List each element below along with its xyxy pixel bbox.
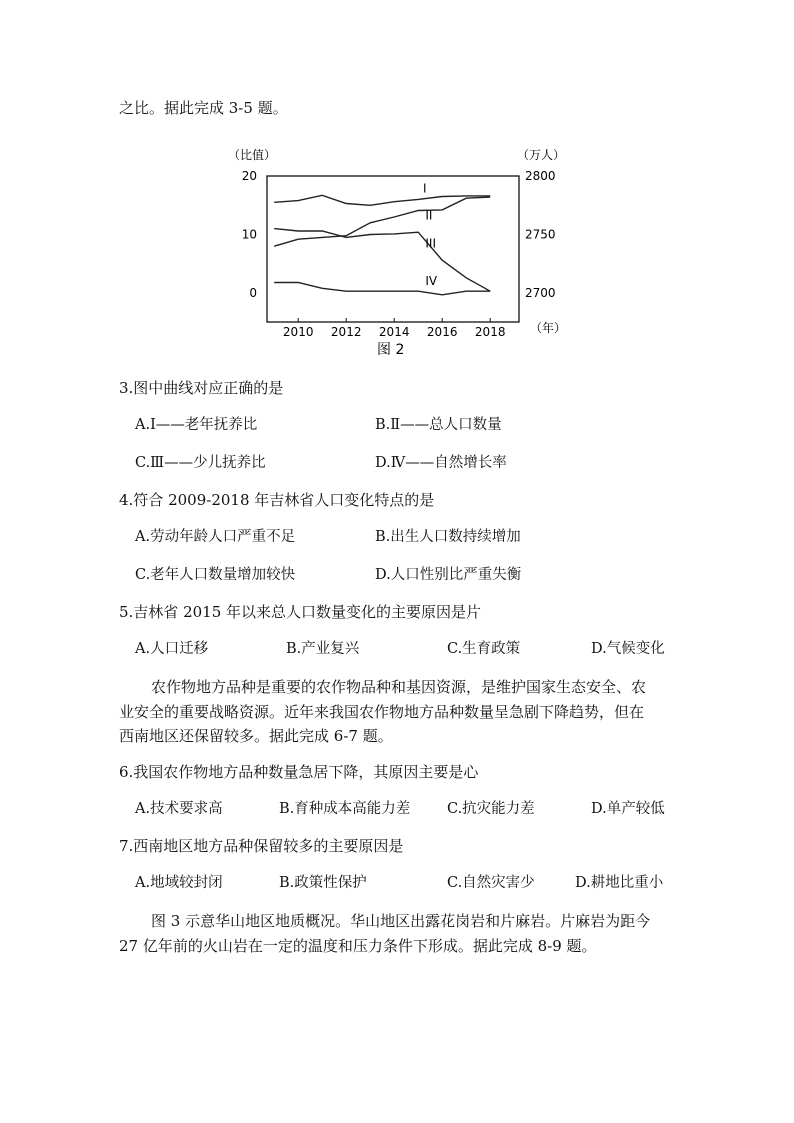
q3-option-d: D.Ⅳ——自然增长率 bbox=[375, 455, 507, 471]
q6-option-a: A.技术要求高 bbox=[135, 801, 223, 817]
q4-option-a: A.劳动年龄人口严重不足 bbox=[135, 529, 296, 545]
passage-6-7-line-1: 农作物地方品种是重要的农作物品种和基因资源，是维护国家生态安全、农 bbox=[151, 678, 647, 696]
q7-option-d: D.耕地比重小 bbox=[575, 875, 664, 891]
x-tick-label: 2010 bbox=[282, 325, 314, 339]
passage-8-9-line-1: 图 3 示意华山地区地质概况。华山地区出露花岗岩和片麻岩。片麻岩为距今 bbox=[151, 912, 651, 930]
q7-option-c: C.自然灾害少 bbox=[447, 875, 535, 891]
passage-6-7-line-3: 西南地区还保留较多。据此完成 6-7 题。 bbox=[119, 727, 393, 745]
y-right-axis-label: （万人） bbox=[517, 148, 566, 162]
intro-text: 之比。据此完成 3-5 题。 bbox=[119, 99, 288, 117]
q6-option-d: D.单产较低 bbox=[591, 801, 665, 817]
q7-option-b: B.政策性保护 bbox=[279, 875, 367, 891]
passage-8-9-line-2: 27 亿年前的火山岩在一定的温度和压力条件下形成。据此完成 8-9 题。 bbox=[119, 937, 597, 955]
series-line-IV bbox=[274, 283, 490, 295]
q5-option-d: D.气候变化 bbox=[591, 641, 665, 657]
y-left-tick-label: 10 bbox=[241, 227, 257, 242]
y-right-tick-label: 2800 bbox=[525, 169, 556, 183]
y-left-tick-label: 20 bbox=[241, 169, 257, 183]
q7-option-a: A.地域较封闭 bbox=[135, 875, 223, 891]
passage-6-7-line-2: 业安全的重要战略资源。近年来我国农作物地方品种数量呈急剧下降趋势，但在 bbox=[119, 703, 645, 721]
q4-stem: 4.符合 2009-2018 年吉林省人口变化特点的是 bbox=[119, 491, 435, 509]
series-label-I: I bbox=[423, 181, 427, 196]
q7-stem: 7.西南地区地方品种保留较多的主要原因是 bbox=[119, 837, 404, 855]
q5-option-b: B.产业复兴 bbox=[286, 641, 360, 657]
q5-option-a: A.人口迁移 bbox=[135, 641, 209, 657]
q6-stem: 6.我国农作物地方品种数量急居下降，其原因主要是心 bbox=[119, 763, 479, 781]
figure-caption: 图 2 bbox=[377, 342, 405, 358]
q3-option-c: C.Ⅲ——少儿抚养比 bbox=[135, 455, 266, 471]
q4-option-d: D.人口性别比严重失衡 bbox=[375, 567, 522, 583]
q6-option-b: B.育种成本高能力差 bbox=[279, 801, 411, 817]
x-axis-unit: （年） bbox=[530, 321, 567, 335]
series-label-IV: IV bbox=[425, 273, 438, 288]
q5-option-c: C.生育政策 bbox=[447, 641, 521, 657]
y-right-tick-label: 2750 bbox=[525, 227, 556, 242]
q6-option-c: C.抗灾能力差 bbox=[447, 801, 535, 817]
y-left-tick-label: 0 bbox=[249, 286, 257, 300]
x-tick-label: 2016 bbox=[426, 325, 458, 339]
q3-stem: 3.图中曲线对应正确的是 bbox=[119, 379, 284, 397]
series-line-I bbox=[274, 195, 490, 205]
y-right-tick-label: 2700 bbox=[525, 286, 556, 300]
x-tick-label: 2014 bbox=[378, 325, 410, 339]
q5-stem: 5.吉林省 2015 年以来总人口数量变化的主要原因是片 bbox=[119, 603, 482, 621]
series-label-II: II bbox=[425, 208, 433, 223]
q4-option-b: B.出生人口数持续增加 bbox=[375, 529, 521, 545]
q4-option-c: C.老年人口数量增加较快 bbox=[135, 567, 296, 583]
q3-option-a: A.Ⅰ——老年抚养比 bbox=[135, 417, 258, 433]
x-tick-label: 2012 bbox=[330, 325, 362, 339]
q3-option-b: B.Ⅱ——总人口数量 bbox=[375, 417, 502, 433]
series-line-II bbox=[274, 197, 490, 246]
figure-2-line-chart bbox=[225, 142, 570, 362]
series-label-III: III bbox=[425, 236, 437, 251]
y-left-axis-label: （比值） bbox=[228, 148, 277, 162]
x-tick-label: 2018 bbox=[474, 325, 506, 339]
